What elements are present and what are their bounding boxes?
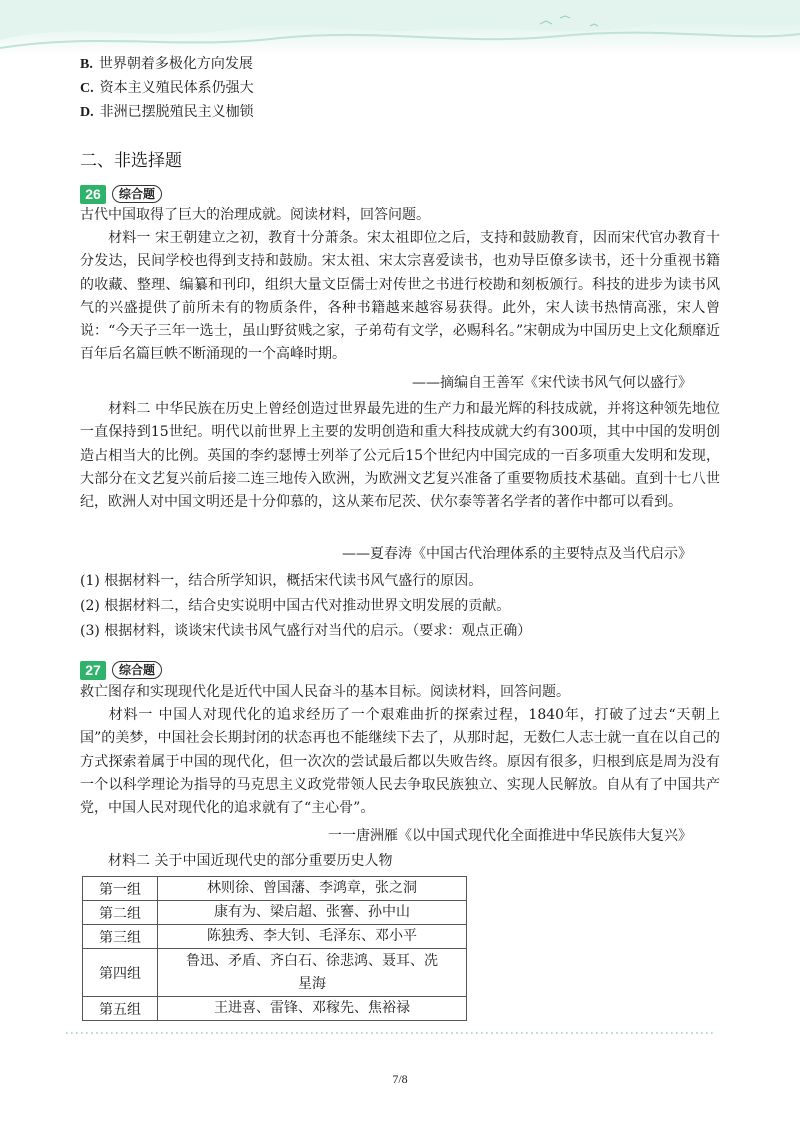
footer-divider (66, 1032, 716, 1034)
names-cell: 林则徐、曾国藩、李鸿章，张之洞 (158, 877, 467, 901)
q27-material-1: 材料一 中国人对现代化的追求经历了一个艰难曲折的探索过程，1840年，打破了过去“天朝上国”的美梦，中国社会长期封闭的状态再也不能继续下去了，从那时起，无数仁人志士就一直在以自己的方式探索着属于中国的现代化，但一次次的尝试最后都以失败告终。原因有很多，归根到底是周为没有一个以科学理论为指导的马克思主义政党带领人民去争取民族独立、实现人民解放。自从有了中国共产党，中国人民对现代化的追求就有了“主心骨”。 (80, 707, 720, 817)
names-cell: 陈独秀、李大钊、毛泽东、邓小平 (158, 925, 467, 949)
section-title: 二、非选择题 (80, 151, 182, 171)
group-cell: 第一组 (83, 877, 158, 901)
historical-figures-table (82, 876, 467, 1021)
names-cell: 鲁迅、矛盾、齐白石、徐悲鸿、聂耳、冼星海 (158, 949, 467, 997)
q27-material-1-source: 一一唐洲雁《以中国式现代化全面推进中华民族伟大复兴》 (328, 828, 692, 844)
question-type-tag: 综合题 (112, 661, 162, 679)
question-type-tag: 综合题 (112, 185, 162, 203)
question-27-intro: 救亡图存和实现现代化是近代中国人民奋斗的基本目标。阅读材料，回答问题。 (80, 684, 570, 700)
q26-sub-question-3: (3) 根据材料，谈谈宋代读书风气盛行对当代的启示。（要求：观点正确） (80, 623, 532, 639)
option-c: C. 资本主义殖民体系仍强大 (80, 80, 254, 96)
table-row (83, 997, 467, 1021)
question-26-header (80, 184, 162, 204)
q26-material-2-source: ——夏春涛《中国古代治理体系的主要特点及当代启示》 (342, 546, 692, 562)
header-decoration (0, 0, 800, 56)
option-d: D. 非洲已摆脱殖民主义枷锁 (80, 104, 254, 120)
page-number: 7/8 (392, 1072, 408, 1086)
table-row (83, 949, 467, 997)
question-number-badge: 26 (80, 185, 106, 204)
question-number-badge: 27 (80, 661, 106, 680)
q27-material-2-title: 材料二 关于中国近现代史的部分重要历史人物 (108, 853, 393, 869)
names-cell: 王进喜、雷锋、邓稼先、焦裕禄 (158, 997, 467, 1021)
group-cell: 第四组 (83, 949, 158, 997)
table-row (83, 925, 467, 949)
q26-sub-question-2: (2) 根据材料二，结合史实说明中国古代对推动世界文明发展的贡献。 (80, 598, 511, 614)
group-cell: 第三组 (83, 925, 158, 949)
names-cell: 康有为、梁启超、张謇、孙中山 (158, 901, 467, 925)
group-cell: 第二组 (83, 901, 158, 925)
option-b: B. 世界朝着多极化方向发展 (80, 56, 253, 72)
table-row (83, 901, 467, 925)
q26-material-1-source: ——摘编自王善军《宋代读书风气何以盛行》 (412, 375, 692, 391)
question-26-intro: 古代中国取得了巨大的治理成就。阅读材料，回答问题。 (80, 207, 430, 223)
question-27-header (80, 660, 162, 680)
table-row (83, 877, 467, 901)
q26-material-2: 材料二 中华民族在历史上曾经创造过世界最先进的生产力和最光辉的科技成就，并将这种领先地位一直保持到15世纪。明代以前世界上主要的发明创造和重大科技成就大约有300项，其中中国的发明创造占相当大的比例。英国的李约瑟博士列举了公元后15个世纪内中国完成的一百多项重大发明和发现，大部分在文艺复兴前后接二连三地传入欧洲，为欧洲文艺复兴准备了重要物质技术基础。直到十七八世纪，欧洲人对中国文明还是十分仰慕的，这从莱布尼茨、伏尔泰等著名学者的著作中都可以看到。 (80, 401, 720, 511)
q26-material-1: 材料一 宋王朝建立之初，教育十分萧条。宋太祖即位之后，支持和鼓励教育，因而宋代官办教育十分发达，民间学校也得到支持和鼓励。宋太祖、宋太宗喜爱读书，也劝导臣僚多读书，还十分重视书籍的收藏、整理、编纂和刊印，组织大量文臣儒士对传世之书进行校勘和刻板颁行。科技的进步为读书风气的兴盛提供了前所未有的物质条件，各种书籍越来越容易获得。此外，宋人读书热情高涨，宋人曾说：“今天子三年一选士，虽山野贫贱之家，子弟苟有文学，必赐科名。”宋朝成为中国历史上文化颓靡近百年后名篇巨帙不断涌现的一个高峰时期。 (80, 230, 720, 363)
q26-sub-question-1: (1) 根据材料一，结合所学知识，概括宋代读书风气盛行的原因。 (80, 573, 483, 589)
group-cell: 第五组 (83, 997, 158, 1021)
